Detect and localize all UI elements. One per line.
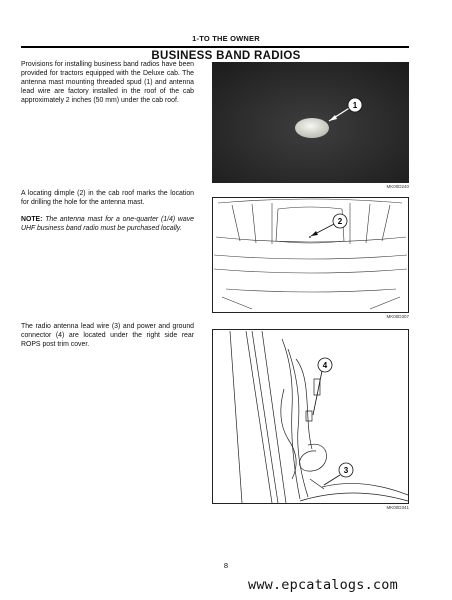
figure-cab-roof bbox=[212, 197, 409, 322]
figure-code: MK00D240 bbox=[386, 184, 409, 189]
page-title: BUSINESS BAND RADIOS bbox=[151, 50, 301, 62]
lead-wire-paragraph: The radio antenna lead wire (3) and power and ground connector (4) are located under the right side rear ROPS post trim cover. bbox=[21, 323, 194, 348]
note-text: The antenna mast for a one-quarter (1/4) wave UHF business band radio must be purchased locally. bbox=[21, 216, 194, 232]
rops-wiring-drawing bbox=[212, 329, 409, 504]
callout-3-label: 3 bbox=[343, 466, 349, 475]
figure-code: MK00D341 bbox=[386, 505, 409, 510]
locating-dimple bbox=[309, 236, 311, 238]
antenna-spud-photo bbox=[212, 62, 409, 183]
figure-antenna-spud bbox=[212, 62, 409, 190]
callout-2-label: 2 bbox=[337, 217, 343, 226]
threaded-spud bbox=[295, 118, 329, 138]
section-header: 1-TO THE OWNER bbox=[192, 34, 260, 43]
note-paragraph bbox=[21, 216, 194, 234]
intro-paragraph: Provisions for installing business band radios have been provided for tractors equipped with the Deluxe cab. The antenna mast mounting threaded spud (1) and antenna lead wire are factory installed in the roof of the cab approximately 2 inches (50 mm) under the cab roof. bbox=[21, 61, 194, 104]
note-label: NOTE: bbox=[21, 216, 43, 223]
callout-1-label: 1 bbox=[352, 101, 358, 110]
figure-code: MK00D307 bbox=[386, 314, 409, 319]
watermark: www.epcatalogs.com bbox=[248, 577, 398, 593]
cab-roof-drawing bbox=[212, 197, 409, 313]
dimple-paragraph: A locating dimple (2) in the cab roof marks the location for drilling the hole for the antenna mast. bbox=[21, 190, 194, 206]
page-number: 8 bbox=[223, 561, 229, 570]
figure-rops-wiring bbox=[212, 329, 409, 512]
callout-4-label: 4 bbox=[322, 361, 328, 370]
header-rule bbox=[21, 46, 409, 48]
